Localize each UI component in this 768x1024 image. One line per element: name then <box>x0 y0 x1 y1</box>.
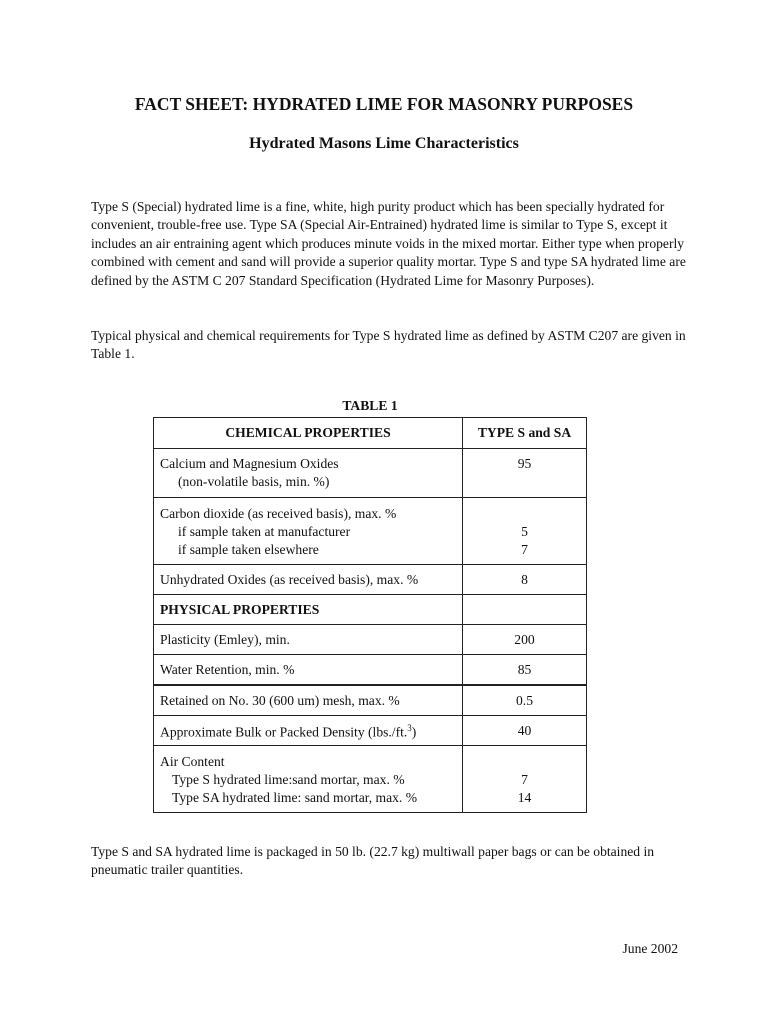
co2-label-cell <box>154 498 463 565</box>
density-label-cell <box>154 716 463 746</box>
calcium-label: Calcium and Magnesium Oxides <box>160 456 339 471</box>
physical-properties-header: PHYSICAL PROPERTIES <box>154 595 463 625</box>
document-title: FACT SHEET: HYDRATED LIME FOR MASONRY PURPOSES <box>134 94 634 114</box>
air-type-s-label: Type S hydrated lime:sand mortar, max. % <box>172 772 405 787</box>
co2-value-cell <box>463 498 587 565</box>
co2-value-elsewhere: 7 <box>521 542 528 557</box>
unhydrated-value: 8 <box>463 565 587 595</box>
density-label: Approximate Bulk or Packed Density (lbs./ft. <box>160 724 408 740</box>
retained-value: 0.5 <box>463 685 587 716</box>
water-retention-label: Water Retention, min. % <box>154 655 463 686</box>
co2-sublabel-manufacturer: if sample taken at manufacturer <box>178 524 351 539</box>
packaging-paragraph: Type S and SA hydrated lime is packaged in 50 lb. (22.7 kg) multiwall paper bags or can be obtained in pneumatic trailer quantities. <box>91 844 655 878</box>
plasticity-label: Plasticity (Emley), min. <box>154 625 463 655</box>
retained-label: Retained on No. 30 (600 um) mesh, max. % <box>154 685 463 716</box>
table-caption: TABLE 1 <box>342 398 398 413</box>
document-date: June 2002 <box>622 941 678 956</box>
table-row <box>154 746 587 813</box>
table-header-row <box>154 418 587 449</box>
density-label-close: ) <box>411 724 417 740</box>
table-row <box>154 498 587 565</box>
table-row <box>154 685 587 716</box>
table-row <box>154 565 587 595</box>
physical-properties-empty <box>463 595 587 625</box>
table-row <box>154 655 587 686</box>
physical-section-row <box>154 595 587 625</box>
header-type-s-sa: TYPE S and SA <box>463 418 587 449</box>
air-content-label-cell <box>154 746 463 813</box>
air-type-sa-value: 14 <box>517 790 532 805</box>
header-chemical-properties: CHEMICAL PROPERTIES <box>154 418 463 449</box>
air-type-sa-label: Type SA hydrated lime: sand mortar, max. % <box>172 790 418 805</box>
properties-table <box>153 417 587 813</box>
unhydrated-label: Unhydrated Oxides (as received basis), max. % <box>154 565 463 595</box>
air-content-value-cell <box>463 746 587 813</box>
intro-paragraph: Type S (Special) hydrated lime is a fine, white, high purity product which has been specially hydrated for convenient, trouble-free use. Type SA (Special Air-Entrained) hydrated lime is similar to Type S, except it includes an air entraining agent which produces minute voids in the mixed mortar. Either type when properly combined with cement and sand will provide a superior quality mortar. Type S and type SA hydrated lime are defined by the ASTM C 207 Standard Specification (Hydrated Lime for Masonry Purposes). <box>91 199 686 288</box>
document-subtitle: Hydrated Masons Lime Characteristics <box>249 135 519 152</box>
co2-label: Carbon dioxide (as received basis), max. % <box>160 506 397 521</box>
calcium-value: 95 <box>463 449 587 498</box>
co2-value-manufacturer: 5 <box>521 524 528 539</box>
density-superscript: 3 <box>407 723 412 734</box>
calcium-label-cell <box>154 449 463 498</box>
water-retention-value: 85 <box>463 655 587 686</box>
plasticity-value: 200 <box>463 625 587 655</box>
air-content-label: Air Content <box>160 754 225 769</box>
calcium-sublabel: (non-volatile basis, min. %) <box>178 474 330 489</box>
air-type-s-value: 7 <box>521 772 528 787</box>
density-value: 40 <box>463 716 587 746</box>
requirements-paragraph: Typical physical and chemical requirements for Type S hydrated lime as defined by ASTM C207 are given in Table 1. <box>91 328 686 362</box>
table-row <box>154 625 587 655</box>
table-row <box>154 449 587 498</box>
co2-sublabel-elsewhere: if sample taken elsewhere <box>178 542 319 557</box>
table-row <box>154 716 587 746</box>
